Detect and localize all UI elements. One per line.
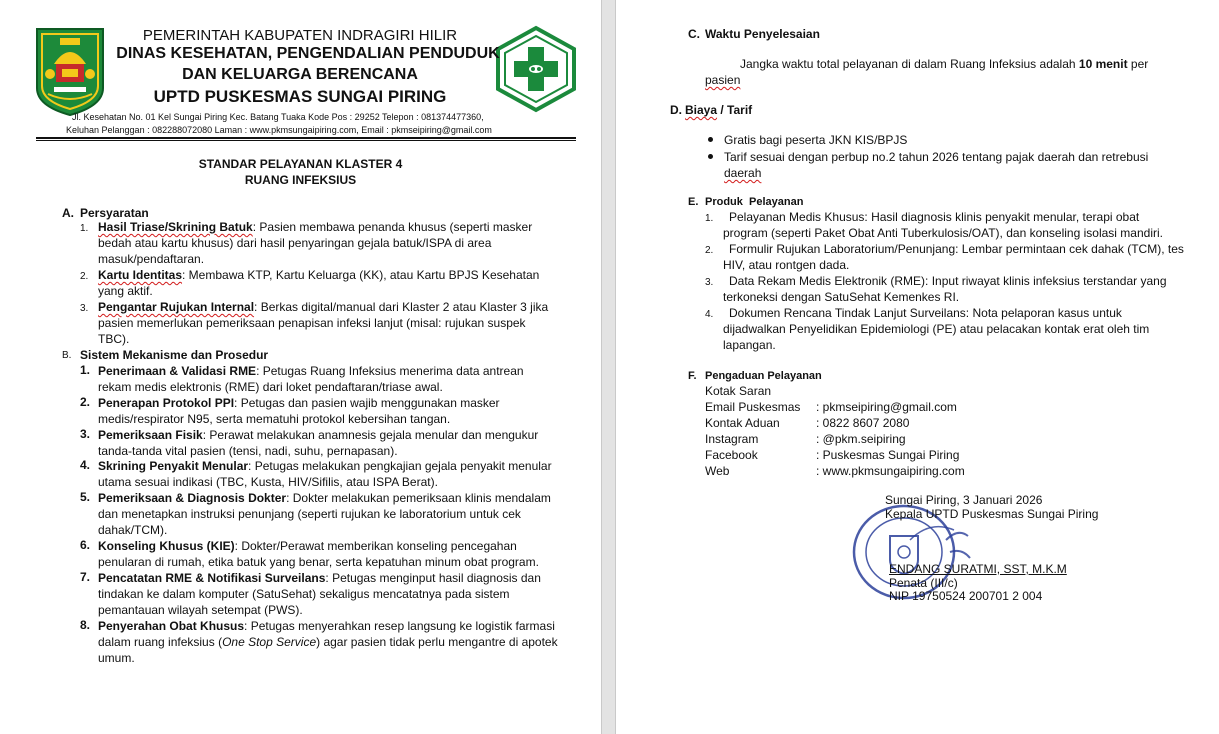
b-item-1: Penerimaan & Validasi RME: Petugas Ruang Infeksius menerima data antrean rekam medis elektronis (RME) dari loket pendaftaran/triase awal. <box>98 364 524 394</box>
signature-rank: Penata (III/c) <box>889 576 958 590</box>
contact-label-email: Email Puskesmas <box>705 400 801 414</box>
b-item-4: Skrining Penyakit Menular: Petugas melakukan pengkajian gejala penyakit menular utama sesuai indikasi (TBC, Kusta, HIV/Sifilis, atau ISPA Berat). <box>98 459 552 489</box>
header-divider-thin <box>36 140 576 141</box>
e-item-1: Pelayanan Medis Khusus: Hasil diagnosis klinis penyakit menular, terapi obat program (seperti Paket Obat Anti Tuberkulosis/OAT), dan konseling isolasi mandiri. <box>723 210 1163 240</box>
d-bullet-1-icon <box>708 137 713 142</box>
contact-value-phone: : 0822 8607 2080 <box>816 416 910 430</box>
a-item-2: Kartu Identitas: Membawa KTP, Kartu Keluarga (KK), atau Kartu BPJS Kesehatan yang aktif. <box>98 268 540 298</box>
section-c-text: Jangka waktu total pelayanan di dalam Ruang Infeksius adalah 10 menit per <box>740 57 1149 71</box>
document-page-right <box>616 0 1219 734</box>
a-item-1: Hasil Triase/Skrining Batuk: Pasien membawa penanda khusus (seperti masker bedah atau kartu khusus) dari hasil penyaringan gejala batuk/ISPA di area masuk/pendaftaran. <box>98 220 533 266</box>
header-unit: UPTD PUSKESMAS SUNGAI PIRING <box>153 87 447 106</box>
b-item-8: Penyerahan Obat Khusus: Petugas menyerahkan resep langsung ke logistik farmasi dalam ruang infeksius (One Stop Service) agar pasien tidak perlu mengantre di apotek umum. <box>98 619 558 665</box>
signature-name: ENDANG SURATMI, SST, M.K.M <box>889 562 1067 576</box>
b-item-6-number: 6. <box>80 538 91 552</box>
b-item-2: Penerapan Protokol PPI: Petugas dan pasien wajib menggunakan masker medis/respirator N95, serta mematuhi protokol kebersihan tangan. <box>98 396 500 426</box>
a-item-3: Pengantar Rujukan Internal: Berkas digital/manual dari Klaster 2 atau Klaster 3 jika pasien memerlukan pemeriksaan penapisan infeksi lanjut (misal: rujukan suspek TBC). <box>98 300 549 346</box>
contact-label-facebook: Facebook <box>705 448 758 462</box>
section-f-heading: Pengaduan Pelayanan <box>705 370 822 382</box>
contact-value-email: : pkmseipiring@gmail.com <box>816 400 957 414</box>
header-department-line1: DINAS KESEHATAN, PENGENDALIAN PENDUDUK <box>116 45 500 62</box>
b-item-3-number: 3. <box>80 427 91 441</box>
a-item-1-number: 1. <box>80 223 89 234</box>
contact-value-facebook: : Puskesmas Sungai Piring <box>816 448 960 462</box>
contact-label-web: Web <box>705 464 730 478</box>
signature-place-date: Sungai Piring, 3 Januari 2026 <box>885 493 1043 507</box>
section-e-marker: E. <box>688 196 699 208</box>
b-item-8-number: 8. <box>80 618 91 632</box>
e-item-4-number: 4. <box>705 309 714 320</box>
document-title: STANDAR PELAYANAN KLASTER 4 <box>198 157 403 171</box>
header-address-line2: Keluhan Pelanggan : 082288072080 Laman : www.pkmsungaipiring.com, Email : pkmseipiring@gmail.com <box>66 125 492 135</box>
signature-nip: NIP 19750524 200701 2 004 <box>889 589 1043 603</box>
section-e-heading: Produk Pelayanan <box>705 196 804 208</box>
regency-logo-icon <box>34 26 106 118</box>
puskesmas-logo-icon <box>494 25 578 113</box>
d-bullet-2: Tarif sesuai dengan perbup no.2 tahun 2026 tentang pajak daerah dan retrebusi daerah <box>724 150 1149 180</box>
e-item-1-number: 1. <box>705 213 714 224</box>
section-d-marker: D. <box>670 103 682 117</box>
document-page-left <box>0 0 601 734</box>
section-f-marker: F. <box>688 370 697 382</box>
b-item-7: Pencatatan RME & Notifikasi Surveilans: Petugas menginput hasil diagnosis dan tindakan ke dalam komputer (SatuSehat) sekaligus mencatatnya pada sistem pemantauan wilayah setempat (PWS). <box>98 571 541 617</box>
d-bullet-2-icon <box>708 154 713 159</box>
e-item-2: Formulir Rujukan Laboratorium/Penunjang: Lembar permintaan cek dahak (TCM), tes HIV, atau rontgen dada. <box>723 242 1184 272</box>
b-item-2-number: 2. <box>80 395 91 409</box>
b-item-6: Konseling Khusus (KIE): Dokter/Perawat memberikan konseling pencegahan penularan di rumah, etika batuk yang benar, serta kepatuhan minum obat program. <box>98 539 539 569</box>
b-item-4-number: 4. <box>80 458 91 472</box>
b-item-5-number: 5. <box>80 490 91 504</box>
a-item-2-lead: Kartu Identitas <box>98 268 183 282</box>
signature-position: Kepala UPTD Puskesmas Sungai Piring <box>885 507 1099 521</box>
d-bullet-1: Gratis bagi peserta JKN KIS/BPJS <box>724 133 908 147</box>
section-d-heading: Biaya / Tarif <box>685 103 753 117</box>
header-divider <box>36 137 576 139</box>
header-government: PEMERINTAH KABUPATEN INDRAGIRI HILIR <box>142 27 458 44</box>
a-item-3-number: 3. <box>80 303 89 314</box>
b-item-5: Pemeriksaan & Diagnosis Dokter: Dokter melakukan pemeriksaan klinis mendalam dan menetapkan instruksi penunjang (seperti rujukan ke laboratorium untuk cek dahak/TCM). <box>98 491 551 537</box>
section-c-heading: Waktu Penyelesaian <box>705 27 820 41</box>
e-item-4: Dokumen Rencana Tindak Lanjut Surveilans: Nota pelaporan kasus untuk dijadwalkan Penyelidikan Epidemiologi (PE) atau pelacakan kontak erat oleh tim lapangan. <box>723 306 1150 352</box>
contact-value-instagram: : @pkm.seipiring <box>816 432 906 446</box>
b-item-1-number: 1. <box>80 363 91 377</box>
section-a-marker: A. <box>62 206 74 220</box>
section-b-heading: Sistem Mekanisme dan Prosedur <box>80 348 269 362</box>
e-item-3-number: 3. <box>705 277 714 288</box>
section-a-heading: Persyaratan <box>80 206 149 220</box>
a-item-3-lead: Pengantar Rujukan Internal <box>98 300 255 314</box>
e-item-3: Data Rekam Medis Elektronik (RME): Input riwayat klinis infeksius terstandar yang terkoneksi dengan SatuSehat Kemenkes RI. <box>723 274 1167 304</box>
header-department-line2: DAN KELUARGA BERENCANA <box>182 66 418 83</box>
page-gutter <box>601 0 616 734</box>
contact-label-instagram: Instagram <box>705 432 759 446</box>
a-item-2-number: 2. <box>80 271 89 282</box>
contact-value-web: : www.pkmsungaipiring.com <box>816 464 965 478</box>
header-address-line1: Jl. Kesehatan No. 01 Kel Sungai Piring Kec. Batang Tuaka Kode Pos : 29252 Telepon : 081374477360, <box>72 112 484 122</box>
complaint-suggestion-box: Kotak Saran <box>705 384 772 398</box>
section-b-marker: B. <box>62 350 72 361</box>
contact-label-phone: Kontak Aduan <box>705 416 780 430</box>
section-c-text-line2: pasien <box>705 73 741 87</box>
document-subtitle: RUANG INFEKSIUS <box>244 173 357 187</box>
b-item-3: Pemeriksaan Fisik: Perawat melakukan anamnesis gejala menular dan mengukur tanda-tanda vital pasien (tensi, nadi, suhu, pernapasan). <box>98 428 539 458</box>
e-item-2-number: 2. <box>705 245 714 256</box>
b-item-7-number: 7. <box>80 570 91 584</box>
section-c-marker: C. <box>688 27 700 41</box>
a-item-1-lead: Hasil Triase/Skrining Batuk <box>98 220 253 234</box>
